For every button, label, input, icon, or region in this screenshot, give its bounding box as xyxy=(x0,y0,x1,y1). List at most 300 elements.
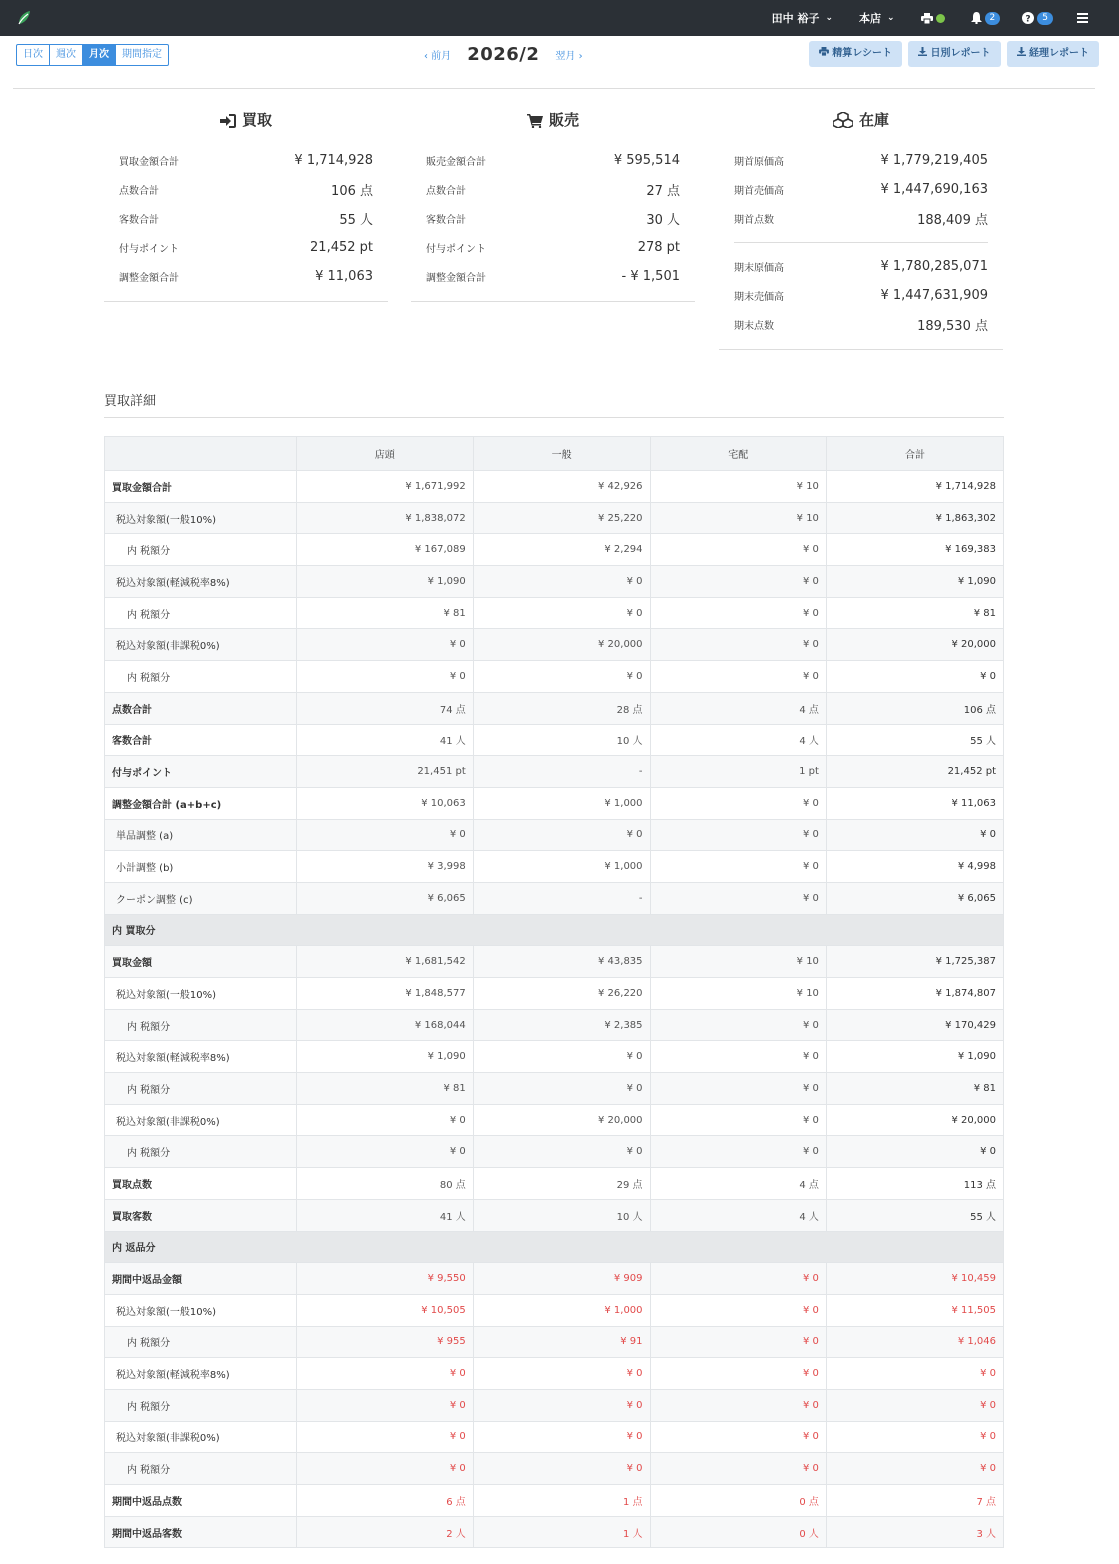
summary-value: 278 pt xyxy=(637,240,680,255)
value-cell: 28 点 xyxy=(473,692,650,724)
total-cell: 21,452 pt xyxy=(826,756,1003,788)
row-label: 税込対象額(軽減税率8%) xyxy=(105,1358,297,1390)
value-cell: ¥ 0 xyxy=(296,1104,473,1136)
value-cell: ¥ 1,000 xyxy=(473,1294,650,1326)
row-label: 内 税額分 xyxy=(105,1453,297,1485)
row-label: 税込対象額(非課税0%) xyxy=(105,1104,297,1136)
printer-icon xyxy=(921,13,933,24)
row-label: 内 税額分 xyxy=(105,1009,297,1041)
table-row xyxy=(105,1326,1004,1358)
summary-label: 調整金額合計 xyxy=(119,273,179,284)
report-toolbar xyxy=(16,44,1119,68)
row-label: 税込対象額(一般10%) xyxy=(105,502,297,534)
value-cell: ¥ 6,065 xyxy=(296,882,473,914)
settlement-receipt-label: 精算レシート xyxy=(832,48,893,59)
table-row xyxy=(105,978,1004,1010)
user-menu[interactable] xyxy=(772,10,833,26)
table-row xyxy=(105,1199,1004,1231)
summary-value: ¥ 1,447,631,909 xyxy=(880,288,988,303)
summary-value: 21,452 pt xyxy=(310,240,373,255)
table-row xyxy=(105,1009,1004,1041)
total-cell: ¥ 1,725,387 xyxy=(826,946,1003,978)
user-name: 田中 裕子 xyxy=(771,12,820,25)
summary-value: 106 点 xyxy=(331,184,373,199)
table-row xyxy=(105,946,1004,978)
total-cell: ¥ 0 xyxy=(826,1358,1003,1390)
row-label: 内 税額分 xyxy=(105,534,297,566)
notifications-button[interactable] xyxy=(971,12,1001,25)
total-cell: ¥ 1,090 xyxy=(826,1041,1003,1073)
value-cell: ¥ 0 xyxy=(650,1421,826,1453)
table-row xyxy=(105,851,1004,883)
table-row xyxy=(105,502,1004,534)
total-cell: ¥ 20,000 xyxy=(826,629,1003,661)
value-cell: 29 点 xyxy=(473,1168,650,1200)
total-cell: ¥ 11,505 xyxy=(826,1294,1003,1326)
value-cell: ¥ 0 xyxy=(473,566,650,598)
sell-summary xyxy=(411,108,695,302)
row-label: 客数合計 xyxy=(105,724,297,756)
tab-monthly[interactable]: 月次 xyxy=(82,44,116,66)
total-cell: ¥ 0 xyxy=(826,1389,1003,1421)
row-label: 買取客数 xyxy=(105,1199,297,1231)
row-label: 期間中返品金額 xyxy=(105,1263,297,1295)
table-row xyxy=(105,1168,1004,1200)
summary-row xyxy=(104,146,388,175)
total-cell: ¥ 1,046 xyxy=(826,1326,1003,1358)
group-label: 内 買取分 xyxy=(105,914,1004,946)
question-circle-icon xyxy=(1022,12,1034,24)
value-cell: 0 人 xyxy=(650,1516,826,1548)
row-label: 内 税額分 xyxy=(105,597,297,629)
row-label: 税込対象額(軽減税率8%) xyxy=(105,566,297,598)
table-group-row xyxy=(105,1231,1004,1263)
summary-value: ¥ 1,780,285,071 xyxy=(880,259,988,274)
help-button[interactable] xyxy=(1022,12,1053,25)
printer-online-indicator xyxy=(936,14,945,23)
total-cell: 113 点 xyxy=(826,1168,1003,1200)
summary-label: 期首点数 xyxy=(734,215,774,226)
summary-value: 189,530 点 xyxy=(917,319,988,334)
value-cell: ¥ 0 xyxy=(296,1453,473,1485)
value-cell: ¥ 42,926 xyxy=(473,471,650,503)
download-icon xyxy=(918,47,927,56)
value-cell: ¥ 1,090 xyxy=(296,566,473,598)
value-cell: ¥ 0 xyxy=(650,1041,826,1073)
sign-in-icon xyxy=(220,114,236,128)
value-cell: ¥ 0 xyxy=(650,1263,826,1295)
value-cell: ¥ 0 xyxy=(650,1136,826,1168)
summary-label: 買取金額合計 xyxy=(119,157,179,168)
table-row xyxy=(105,882,1004,914)
value-cell: 4 人 xyxy=(650,724,826,756)
summary-row xyxy=(719,146,1003,175)
row-label: 買取金額 xyxy=(105,946,297,978)
svg-text:?: ? xyxy=(1025,14,1031,24)
summary-label: 期末売価高 xyxy=(734,292,784,303)
value-cell: ¥ 1,681,542 xyxy=(296,946,473,978)
summary-label: 客数合計 xyxy=(119,215,159,226)
prev-month-link[interactable]: ‹ 前月 xyxy=(424,51,452,62)
value-cell: ¥ 0 xyxy=(650,534,826,566)
value-cell: ¥ 0 xyxy=(296,1136,473,1168)
table-row xyxy=(105,787,1004,819)
summary-label: 販売金額合計 xyxy=(426,157,486,168)
value-cell: ¥ 10 xyxy=(650,946,826,978)
summary-row xyxy=(104,233,388,262)
total-cell: 7 点 xyxy=(826,1485,1003,1517)
value-cell: ¥ 0 xyxy=(473,597,650,629)
header-divider xyxy=(13,88,1095,89)
value-cell: 2 人 xyxy=(296,1516,473,1548)
value-cell: ¥ 10 xyxy=(650,471,826,503)
summary-row xyxy=(719,204,1003,233)
value-cell: ¥ 0 xyxy=(296,1358,473,1390)
summary-value: ¥ 1,779,219,405 xyxy=(880,153,988,168)
value-cell: ¥ 0 xyxy=(473,1073,650,1105)
total-cell: ¥ 1,090 xyxy=(826,566,1003,598)
sell-title-text: 販売 xyxy=(548,111,579,129)
table-row xyxy=(105,1516,1004,1548)
summary-value: ¥ 595,514 xyxy=(613,153,680,168)
value-cell: ¥ 0 xyxy=(650,882,826,914)
top-nav-items xyxy=(772,0,1119,36)
value-cell: ¥ 0 xyxy=(650,1009,826,1041)
tab-weekly[interactable]: 週次 xyxy=(49,44,83,66)
value-cell: ¥ 0 xyxy=(650,1453,826,1485)
total-cell: ¥ 0 xyxy=(826,1136,1003,1168)
top-navbar xyxy=(0,0,1119,36)
column-header: 一般 xyxy=(473,437,650,471)
summary-label: 客数合計 xyxy=(426,215,466,226)
total-cell: ¥ 169,383 xyxy=(826,534,1003,566)
value-cell: ¥ 0 xyxy=(650,629,826,661)
value-cell: ¥ 0 xyxy=(650,1326,826,1358)
value-cell: 80 点 xyxy=(296,1168,473,1200)
period-title: 2026/2 xyxy=(467,44,540,65)
value-cell: ¥ 9,550 xyxy=(296,1263,473,1295)
value-cell: ¥ 0 xyxy=(650,851,826,883)
summary-row xyxy=(411,146,695,175)
table-row xyxy=(105,692,1004,724)
summary-value: ¥ 1,714,928 xyxy=(294,153,373,168)
value-cell: ¥ 0 xyxy=(473,661,650,693)
value-cell: ¥ 3,998 xyxy=(296,851,473,883)
value-cell: ¥ 25,220 xyxy=(473,502,650,534)
value-cell: ¥ 909 xyxy=(473,1263,650,1295)
buy-detail-heading: 買取詳細 xyxy=(104,390,1004,418)
total-cell: ¥ 10,459 xyxy=(826,1263,1003,1295)
summary-row xyxy=(104,262,388,291)
value-cell: ¥ 0 xyxy=(296,819,473,851)
table-row xyxy=(105,471,1004,503)
value-cell: ¥ 0 xyxy=(296,1389,473,1421)
value-cell: 1 点 xyxy=(473,1485,650,1517)
summary-label: 点数合計 xyxy=(426,186,466,197)
row-label: 単品調整 (a) xyxy=(105,819,297,851)
table-row xyxy=(105,1421,1004,1453)
table-row xyxy=(105,1294,1004,1326)
settlement-receipt-button[interactable] xyxy=(809,41,902,67)
row-label: 調整金額合計 (a+b+c) xyxy=(105,787,297,819)
total-cell: ¥ 1,874,807 xyxy=(826,978,1003,1010)
value-cell: ¥ 10,063 xyxy=(296,787,473,819)
chevron-down-icon: ⌄ xyxy=(825,13,833,23)
value-cell: ¥ 91 xyxy=(473,1326,650,1358)
store-menu[interactable] xyxy=(859,10,895,26)
printer-status[interactable] xyxy=(921,13,945,24)
value-cell: 4 点 xyxy=(650,692,826,724)
value-cell: 21,451 pt xyxy=(296,756,473,788)
table-row xyxy=(105,1263,1004,1295)
summary-value: 188,409 点 xyxy=(917,213,988,228)
table-row xyxy=(105,629,1004,661)
table-row xyxy=(105,1485,1004,1517)
chevron-down-icon: ⌄ xyxy=(886,13,895,23)
value-cell: ¥ 2,294 xyxy=(473,534,650,566)
table-row xyxy=(105,1136,1004,1168)
row-label: 期間中返品客数 xyxy=(105,1516,297,1548)
summary-row xyxy=(719,310,1003,339)
summary-value: 27 点 xyxy=(646,184,680,199)
value-cell: ¥ 0 xyxy=(650,1294,826,1326)
summary-label: 調整金額合計 xyxy=(426,273,486,284)
total-cell: ¥ 0 xyxy=(826,819,1003,851)
summary-row xyxy=(104,204,388,233)
value-cell: ¥ 0 xyxy=(473,1421,650,1453)
value-cell: ¥ 0 xyxy=(650,819,826,851)
period-type-tabs xyxy=(16,44,168,66)
shopping-cart-icon xyxy=(527,114,543,128)
table-row xyxy=(105,1104,1004,1136)
stock-summary-rows xyxy=(719,146,1003,350)
summary-label: 点数合計 xyxy=(119,186,159,197)
stock-summary xyxy=(719,108,1003,350)
summary-row xyxy=(719,175,1003,204)
value-cell: ¥ 955 xyxy=(296,1326,473,1358)
table-header-row xyxy=(105,437,1004,471)
table-row xyxy=(105,566,1004,598)
value-cell: ¥ 1,671,992 xyxy=(296,471,473,503)
tab-daily[interactable]: 日次 xyxy=(16,44,50,66)
row-label: 税込対象額(非課税0%) xyxy=(105,1421,297,1453)
value-cell: 10 人 xyxy=(473,724,650,756)
next-month-link[interactable]: 翌月 › xyxy=(555,51,583,62)
cubes-icon xyxy=(833,112,853,128)
total-cell: ¥ 0 xyxy=(826,1453,1003,1485)
value-cell: ¥ 81 xyxy=(296,597,473,629)
stock-summary-title xyxy=(719,108,1003,132)
row-label: 買取点数 xyxy=(105,1168,297,1200)
summary-row xyxy=(411,175,695,204)
row-label: 期間中返品点数 xyxy=(105,1485,297,1517)
buy-detail-table xyxy=(104,436,1004,1548)
hamburger-menu-button[interactable] xyxy=(1077,13,1088,23)
row-label: クーポン調整 (c) xyxy=(105,882,297,914)
value-cell: ¥ 0 xyxy=(473,819,650,851)
value-cell: ¥ 1,000 xyxy=(473,851,650,883)
value-cell: ¥ 2,385 xyxy=(473,1009,650,1041)
summary-value: ¥ 11,063 xyxy=(315,269,373,284)
total-cell: ¥ 1,714,928 xyxy=(826,471,1003,503)
table-row xyxy=(105,756,1004,788)
table-row xyxy=(105,819,1004,851)
value-cell: ¥ 0 xyxy=(296,1421,473,1453)
value-cell: 41 人 xyxy=(296,1199,473,1231)
row-label: 税込対象額(軽減税率8%) xyxy=(105,1041,297,1073)
buy-summary xyxy=(104,108,388,302)
value-cell: ¥ 0 xyxy=(650,1073,826,1105)
summary-value: 30 人 xyxy=(646,213,680,228)
value-cell: - xyxy=(473,882,650,914)
summary-label: 期末原価高 xyxy=(734,263,784,274)
row-label: 内 税額分 xyxy=(105,661,297,693)
value-cell: ¥ 20,000 xyxy=(473,1104,650,1136)
table-row xyxy=(105,1358,1004,1390)
total-cell: ¥ 0 xyxy=(826,1421,1003,1453)
row-label: 税込対象額(一般10%) xyxy=(105,978,297,1010)
value-cell: - xyxy=(473,756,650,788)
total-cell: 3 人 xyxy=(826,1516,1003,1548)
value-cell: ¥ 1,838,072 xyxy=(296,502,473,534)
column-header: 合計 xyxy=(826,437,1003,471)
summary-row xyxy=(104,175,388,204)
value-cell: ¥ 0 xyxy=(650,661,826,693)
total-cell: ¥ 0 xyxy=(826,661,1003,693)
hamburger-icon xyxy=(1077,13,1088,23)
app-logo-icon[interactable] xyxy=(17,10,31,26)
buy-title-text: 買取 xyxy=(241,111,272,129)
row-label: 内 税額分 xyxy=(105,1136,297,1168)
table-row xyxy=(105,724,1004,756)
row-label: 付与ポイント xyxy=(105,756,297,788)
table-row xyxy=(105,661,1004,693)
summary-value: ¥ 1,447,690,163 xyxy=(880,182,988,197)
column-header: 宅配 xyxy=(650,437,826,471)
value-cell: ¥ 168,044 xyxy=(296,1009,473,1041)
row-label: 買取金額合計 xyxy=(105,471,297,503)
summary-row xyxy=(411,204,695,233)
summary-row xyxy=(719,252,1003,281)
value-cell: 4 点 xyxy=(650,1168,826,1200)
value-cell: ¥ 1,000 xyxy=(473,787,650,819)
value-cell: ¥ 0 xyxy=(296,629,473,661)
value-cell: ¥ 167,089 xyxy=(296,534,473,566)
summary-value: - ¥ 1,501 xyxy=(621,269,680,284)
value-cell: ¥ 10 xyxy=(650,978,826,1010)
summary-label: 期首売価高 xyxy=(734,186,784,197)
table-row xyxy=(105,1041,1004,1073)
table-row xyxy=(105,1389,1004,1421)
period-navigator xyxy=(424,44,583,65)
help-badge: 5 xyxy=(1037,12,1053,25)
buy-summary-rows xyxy=(104,146,388,302)
value-cell: 10 人 xyxy=(473,1199,650,1231)
printer-icon xyxy=(819,47,829,56)
summary-row xyxy=(411,233,695,262)
tab-custom-range[interactable]: 期間指定 xyxy=(115,44,169,66)
summary-label: 付与ポイント xyxy=(426,244,486,255)
summary-label: 期首原価高 xyxy=(734,157,784,168)
total-cell: ¥ 170,429 xyxy=(826,1009,1003,1041)
summary-label: 付与ポイント xyxy=(119,244,179,255)
daily-report-label: 日別レポート xyxy=(930,48,991,59)
table-row xyxy=(105,1073,1004,1105)
value-cell: 6 点 xyxy=(296,1485,473,1517)
report-actions xyxy=(803,41,1099,67)
buy-summary-title xyxy=(104,108,388,132)
table-body xyxy=(105,471,1004,1548)
summary-value: 55 人 xyxy=(339,213,373,228)
sell-summary-rows xyxy=(411,146,695,302)
column-header: 店頭 xyxy=(296,437,473,471)
store-name: 本店 xyxy=(858,12,881,25)
table-group-row xyxy=(105,914,1004,946)
value-cell: ¥ 0 xyxy=(650,597,826,629)
total-cell: ¥ 1,863,302 xyxy=(826,502,1003,534)
row-label: 内 税額分 xyxy=(105,1073,297,1105)
notifications-badge: 2 xyxy=(985,12,1001,25)
value-cell: 1 pt xyxy=(650,756,826,788)
value-cell: ¥ 0 xyxy=(473,1453,650,1485)
value-cell: ¥ 1,090 xyxy=(296,1041,473,1073)
value-cell: 74 点 xyxy=(296,692,473,724)
total-cell: ¥ 20,000 xyxy=(826,1104,1003,1136)
value-cell: ¥ 0 xyxy=(650,1104,826,1136)
sell-summary-title xyxy=(411,108,695,132)
value-cell: ¥ 10,505 xyxy=(296,1294,473,1326)
table-row xyxy=(105,534,1004,566)
row-label: 内 税額分 xyxy=(105,1389,297,1421)
value-cell: ¥ 0 xyxy=(473,1136,650,1168)
accounting-report-label: 経理レポート xyxy=(1029,48,1089,59)
daily-report-button[interactable] xyxy=(908,41,1000,67)
bell-icon xyxy=(971,12,982,24)
value-cell: ¥ 1,848,577 xyxy=(296,978,473,1010)
value-cell: ¥ 20,000 xyxy=(473,629,650,661)
value-cell: ¥ 81 xyxy=(296,1073,473,1105)
total-cell: ¥ 6,065 xyxy=(826,882,1003,914)
value-cell: ¥ 0 xyxy=(650,787,826,819)
value-cell: ¥ 0 xyxy=(473,1358,650,1390)
summary-label: 期末点数 xyxy=(734,321,774,332)
total-cell: ¥ 11,063 xyxy=(826,787,1003,819)
stock-divider xyxy=(734,242,988,243)
total-cell: 55 人 xyxy=(826,724,1003,756)
total-cell: 55 人 xyxy=(826,1199,1003,1231)
value-cell: 1 人 xyxy=(473,1516,650,1548)
value-cell: ¥ 0 xyxy=(473,1041,650,1073)
value-cell: ¥ 0 xyxy=(650,566,826,598)
value-cell: ¥ 0 xyxy=(650,1389,826,1421)
value-cell: ¥ 10 xyxy=(650,502,826,534)
download-icon xyxy=(1017,47,1026,56)
summary-row xyxy=(719,281,1003,310)
row-label: 税込対象額(一般10%) xyxy=(105,1294,297,1326)
total-cell: ¥ 81 xyxy=(826,1073,1003,1105)
stock-title-text: 在庫 xyxy=(858,111,889,129)
summary-row xyxy=(411,262,695,291)
row-label: 税込対象額(非課税0%) xyxy=(105,629,297,661)
accounting-report-button[interactable] xyxy=(1007,41,1099,67)
total-cell: 106 点 xyxy=(826,692,1003,724)
row-label: 点数合計 xyxy=(105,692,297,724)
value-cell: ¥ 26,220 xyxy=(473,978,650,1010)
table-row xyxy=(105,1453,1004,1485)
row-label: 小計調整 (b) xyxy=(105,851,297,883)
row-label: 内 税額分 xyxy=(105,1326,297,1358)
value-cell: 4 人 xyxy=(650,1199,826,1231)
